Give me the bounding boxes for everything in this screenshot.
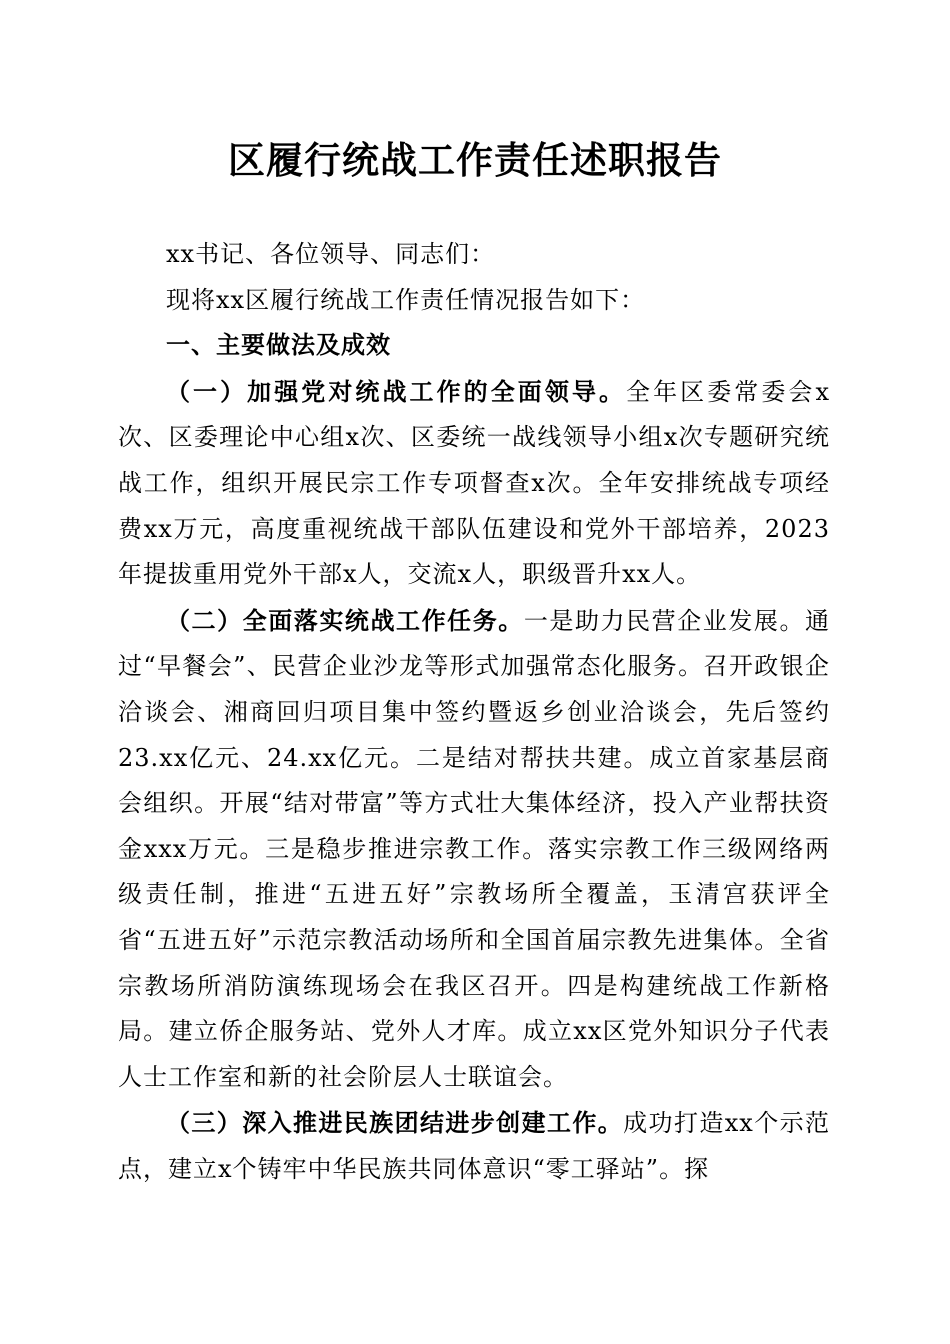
paragraph-1-lead: （一）加强党对统战工作的全面领导。 [166,376,627,406]
paragraph-2 [118,598,830,1101]
document-title: 区履行统战工作责任述职报告 [228,138,722,182]
intro-paragraph: 现将xx区履行统战工作责任情况报告如下： [166,285,646,314]
paragraph-3-text: 成功打造xx个示范点，建立x个铸牢中华民族共同体意识“零工驿站”。探 [118,1109,831,1183]
paragraph-3-lead: （三）深入推进民族团结进步创建工作。 [166,1108,624,1138]
document-body [118,232,830,1192]
paragraph-3 [118,1100,830,1192]
salutation: xx书记、各位领导、同志们： [166,240,496,268]
paragraph-1 [118,369,830,598]
section-heading: 一、主要做法及成效 [166,331,391,360]
paragraph-1-text: 全年区委常委会x次、区委理论中心组x次、区委统一战线领导小组x次专题研究统战工作，组织开展民宗工作专项督查x次。全年安排统战专项经费xx万元，高度重视统战干部队伍建设和党外干部培养，2023年提拔重用党外干部x人，交流x人，职级晋升xx人。 [118,377,830,589]
paragraph-2-text: 一是助力民营企业发展。通过“早餐会”、民营企业沙龙等形式加强常态化服务。召开政银企洽谈会、湘商回归项目集中签约暨返乡创业洽谈会，先后签约23.xx亿元、24.xx亿元。二是结对帮扶共建。成立首家基层商会组织。开展“结对带富”等方式壮大集体经济，投入产业帮扶资金xxx万元。三是稳步推进宗教工作。落实宗教工作三级网络两级责任制，推进“五进五好”宗教场所全覆盖，玉清宫获评全省“五进五好”示范宗教活动场所和全国首届宗教先进集体。全省宗教场所消防演练现场会在我区召开。四是构建统战工作新格局。建立侨企服务站、党外人才库。成立xx区党外知识分子代表人士工作室和新的社会阶层人士联谊会。 [118,606,831,1091]
paragraph-2-lead: （二）全面落实统战工作任务。 [166,605,524,635]
